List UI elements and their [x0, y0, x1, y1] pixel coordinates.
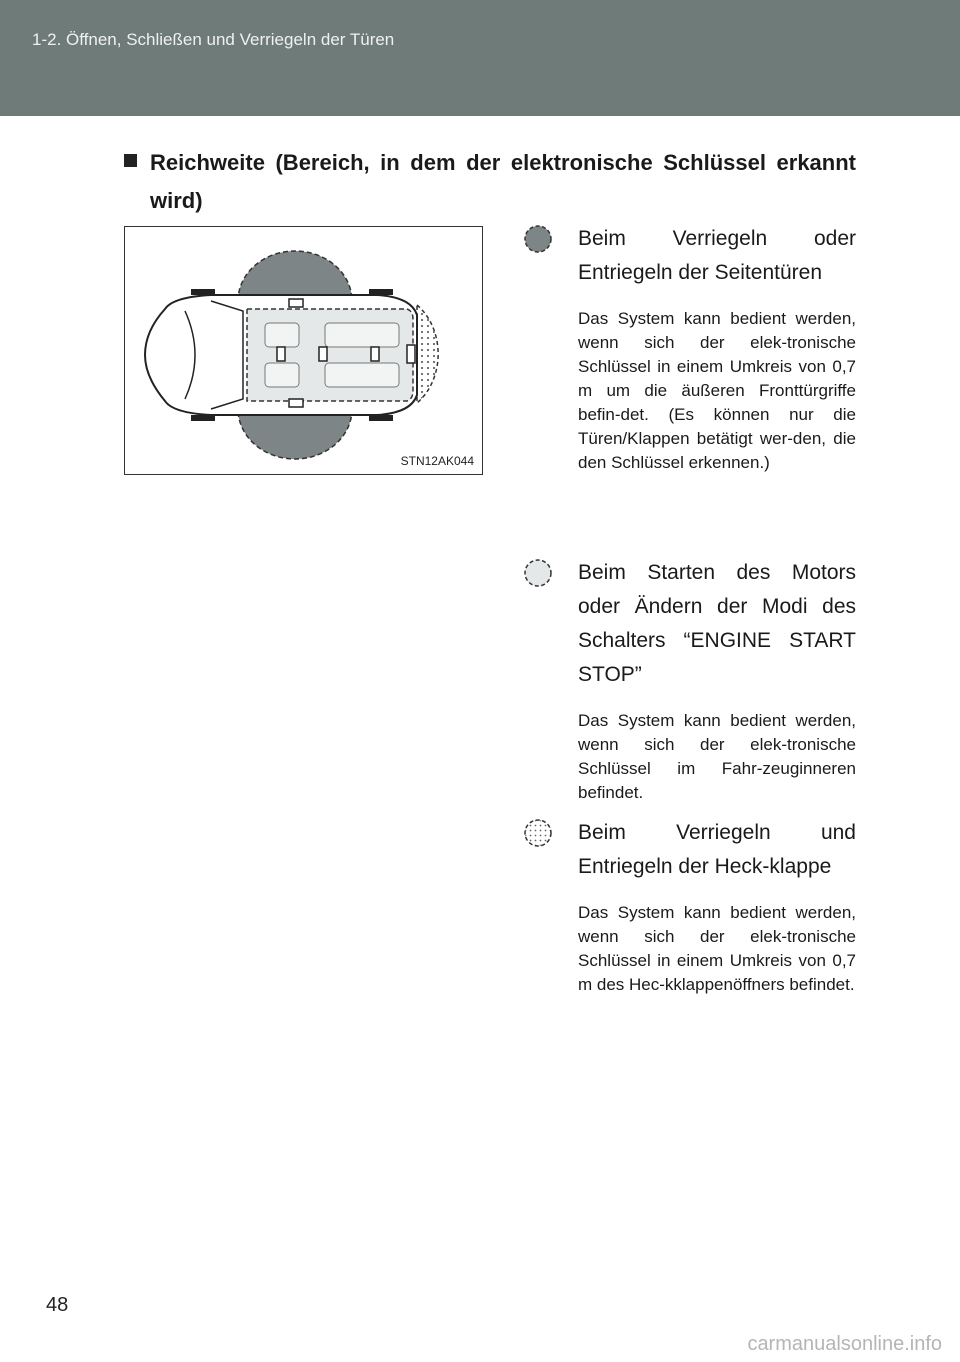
section-range: [124, 144, 856, 220]
legend-title: Beim Starten des Motors oder Ändern der Modi des Schalters “ENGINE START STOP”: [578, 561, 856, 686]
watermark[interactable]: carmanualsonline.info: [747, 1333, 942, 1355]
dotted-zone-icon: [523, 818, 553, 848]
figure-code: STN12AK044: [400, 454, 474, 468]
page-number: 48: [46, 1294, 69, 1316]
light-dashed-zone-icon: [523, 558, 553, 588]
page-header: [0, 0, 960, 116]
vehicle-range-diagram: [125, 227, 481, 473]
square-bullet-icon: [124, 154, 137, 167]
tailgate-range-zone: [417, 305, 438, 403]
dark-dashed-zone-icon: [523, 224, 553, 254]
legend-text: Das System kann bedient werden, wenn sich der elek-tronische Schlüssel in einem Umkreis von 0,7 m des Hec-kklappenöffners befindet.: [578, 903, 856, 994]
vehicle-range-figure: [124, 226, 483, 475]
legend-title: Beim Verriegeln und Entriegeln der Heck-klappe: [578, 821, 856, 878]
legend-title: Beim Verriegeln oder Entriegeln der Seitentüren: [578, 227, 856, 284]
legend-engine-start: [520, 556, 856, 805]
legend-text: Das System kann bedient werden, wenn sich der elek-tronische Schlüssel in einem Umkreis von 0,7 m um die äußeren Fronttürgriffe befin-det. (Es können nur die Türen/Klappen betätigt wer-den, die den Schlüssel erkennen.): [578, 309, 856, 472]
legend-text: Das System kann bedient werden, wenn sich der elek-tronische Schlüssel im Fahr-zeuginneren befindet.: [578, 711, 856, 802]
legend-side-doors: [520, 222, 856, 475]
chapter-title: 1-2. Öffnen, Schließen und Verriegeln der Türen: [32, 30, 395, 49]
section-heading: Reichweite (Bereich, in dem der elektronische Schlüssel erkannt wird): [150, 150, 856, 213]
legend-tailgate: [520, 816, 856, 997]
